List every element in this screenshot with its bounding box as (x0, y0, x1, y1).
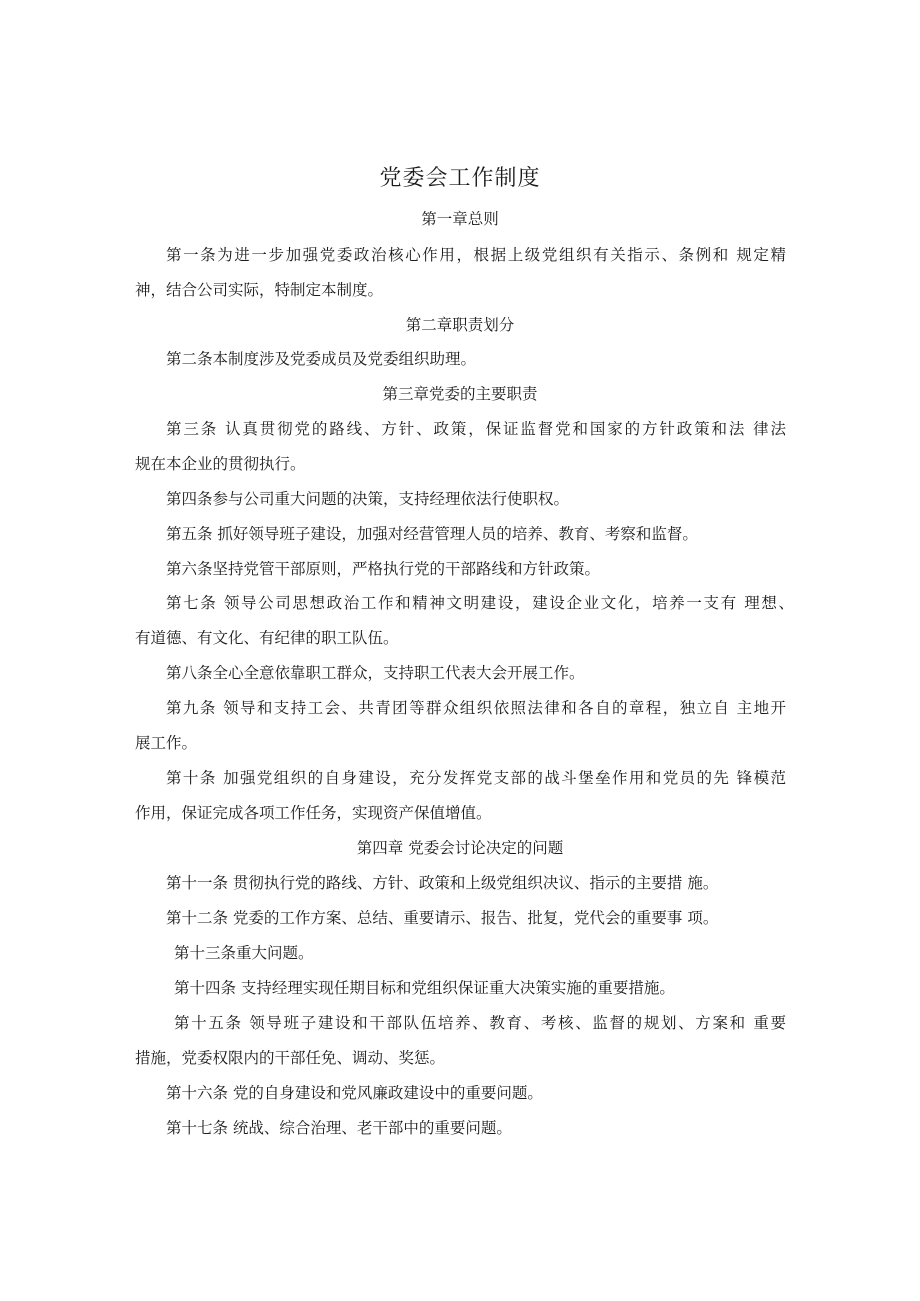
article-7-line-1: 第七条 领导公司思想政治工作和精神文明建设，建设企业文化，培养一支有 理想、 (166, 594, 794, 612)
article-10-line-1: 第十条 加强党组织的自身建设，充分发挥党支部的战斗堡垒作用和党员的先 锋模范 (166, 769, 786, 787)
article-3-line-1: 第三条 认真贯彻党的路线、方针、政策，保证监督党和国家的方针政策和法 律法 (166, 420, 786, 438)
article-15-line-2: 措施，党委权限内的干部任免、调动、奖惩。 (135, 1049, 446, 1067)
article-16: 第十六条 党的自身建设和党风廉政建设中的重要问题。 (166, 1084, 543, 1102)
article-1-line-2: 神，结合公司实际，特制定本制度。 (135, 281, 384, 299)
article-1-line-1: 第一条为进一步加强党委政治核心作用，根据上级党组织有关指示、条例和 规定精 (166, 246, 786, 264)
article-12: 第十二条 党委的工作方案、总结、重要请示、报告、批复，党代会的重要事 项。 (166, 909, 719, 927)
article-14: 第十四条 支持经理实现任期目标和党组织保证重大决策实施的重要措施。 (174, 979, 675, 997)
article-7-line-2: 有道德、有文化、有纪律的职工队伍。 (135, 629, 399, 647)
chapter-1-heading: 第一章总则 (421, 210, 499, 228)
chapter-2-heading: 第二章职责划分 (405, 316, 515, 334)
article-8: 第八条全心全意依靠职工群众，支持职工代表大会开展工作。 (166, 664, 585, 682)
article-5: 第五条 抓好领导班子建设，加强对经营管理人员的培养、教育、考察和监督。 (166, 525, 698, 543)
article-13: 第十三条重大问题。 (174, 944, 314, 962)
article-4: 第四条参与公司重大问题的决策，支持经理依法行使职权。 (166, 490, 570, 508)
article-2: 第二条本制度涉及党委成员及党委组织助理。 (166, 350, 477, 368)
article-10-line-2: 作用，保证完成各项工作任务，实现资产保值增值。 (135, 804, 492, 822)
article-3-line-2: 规在本企业的贯彻执行。 (135, 455, 306, 473)
article-9-line-2: 展工作。 (135, 734, 198, 752)
article-15-line-1: 第十五条 领导班子建设和干部队伍培养、教育、考核、监督的规划、方案和 重要 (174, 1014, 786, 1032)
article-9-line-1: 第九条 领导和支持工会、共青团等群众组织依照法律和各自的章程，独立自 主地开 (166, 699, 786, 717)
chapter-3-heading: 第三章党委的主要职责 (382, 385, 538, 403)
document-title: 党委会工作制度 (379, 166, 541, 191)
chapter-4-heading: 第四章 党委会讨论决定的问题 (356, 839, 564, 857)
article-6: 第六条坚持党管干部原则，严格执行党的干部路线和方针政策。 (166, 560, 601, 578)
article-11: 第十一条 贯彻执行党的路线、方针、政策和上级党组织决议、指示的主要措 施。 (166, 874, 719, 892)
article-17: 第十七条 统战、综合治理、老干部中的重要问题。 (166, 1119, 512, 1137)
